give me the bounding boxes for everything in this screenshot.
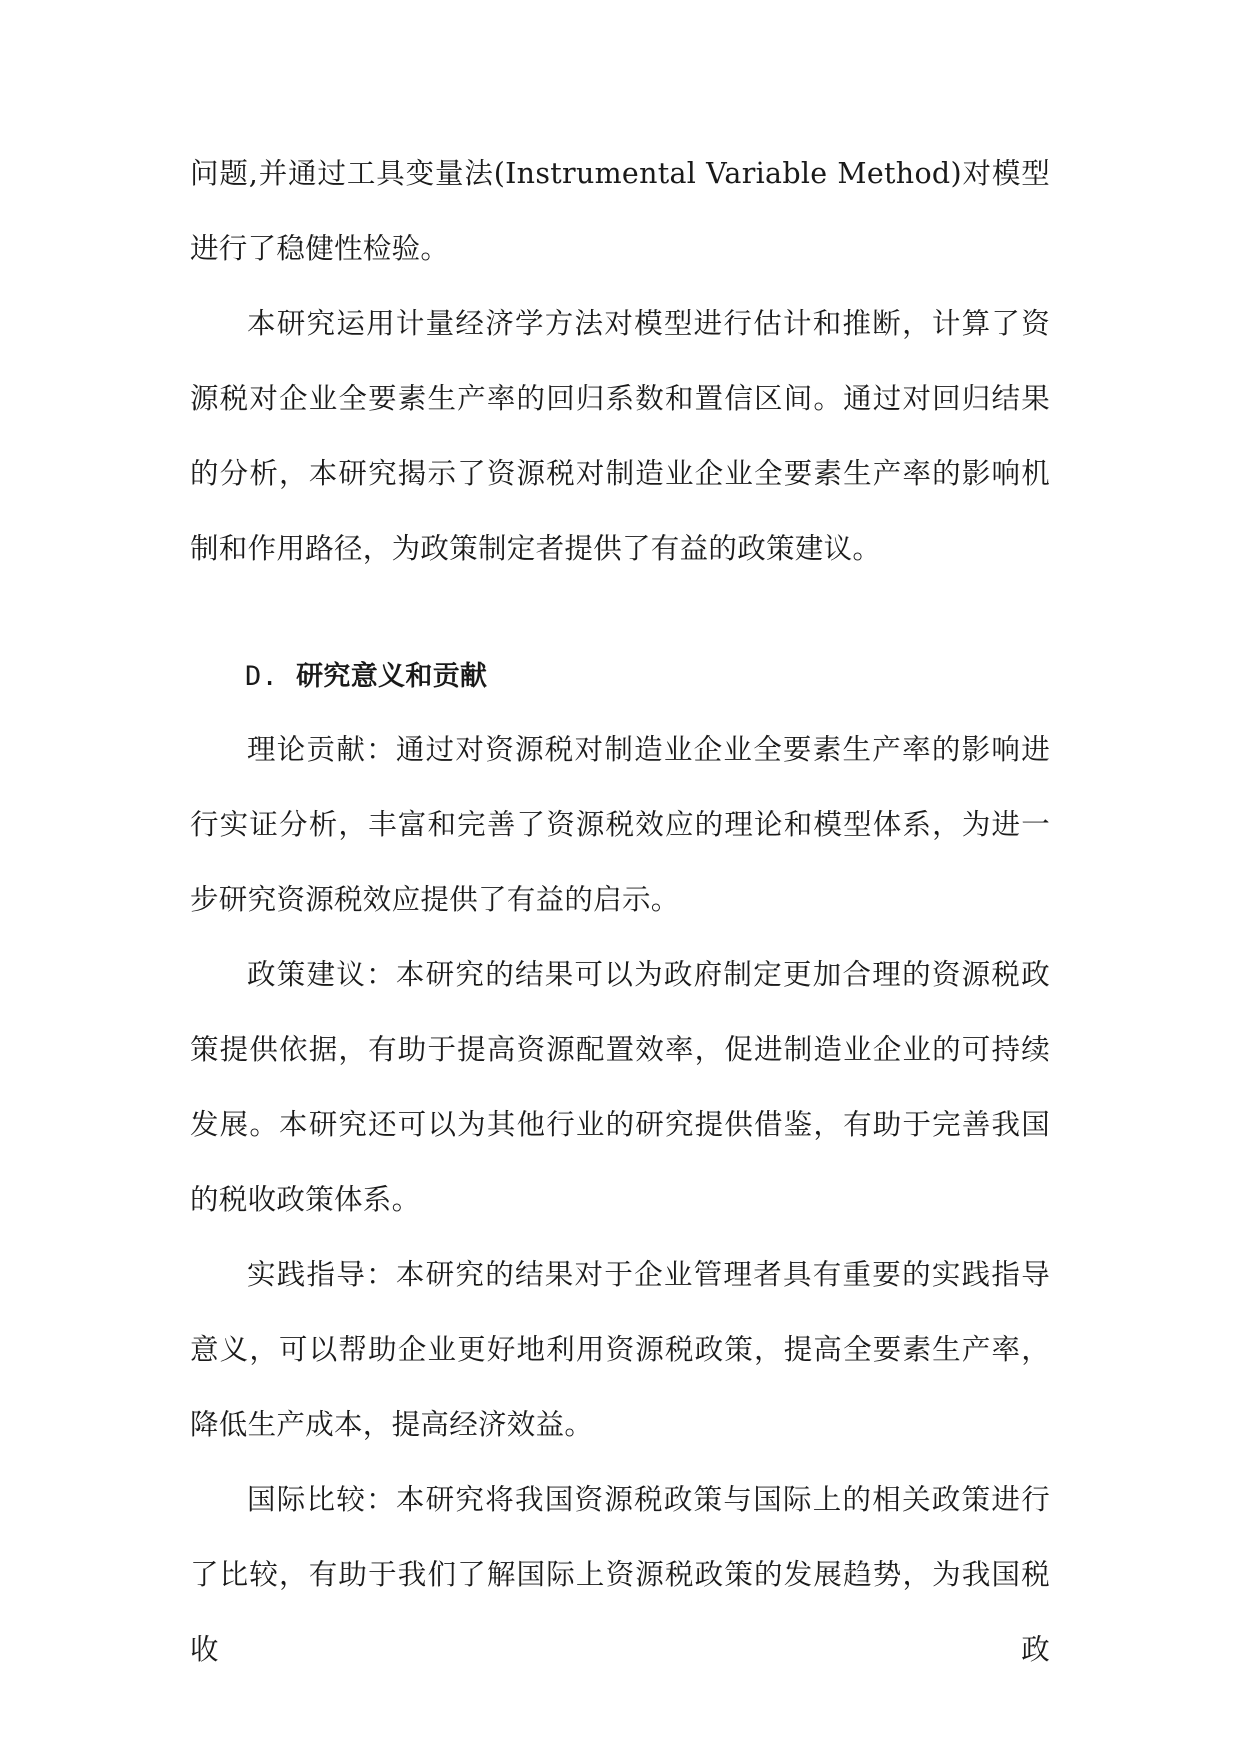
paragraph-policy-advice: 政策建议：本研究的结果可以为政府制定更加合理的资源税政策提供依据，有助于提高资源配置效率，促进制造业企业的可持续发展。本研究还可以为其他行业的研究提供借鉴，有助于完善我国的税收政策体系。 [190, 958, 1050, 1216]
page-body [190, 136, 1050, 1687]
section-number: D. [245, 661, 279, 692]
paragraph-international-comparison: 国际比较：本研究将我国资源税政策与国际上的相关政策进行了比较，有助于我们了解国际上资源税政策的发展趋势，为我国税收政 [190, 1483, 1050, 1666]
paragraph-practical-guidance: 实践指导：本研究的结果对于企业管理者具有重要的实践指导意义，可以帮助企业更好地利用资源税政策，提高全要素生产率，降低生产成本，提高经济效益。 [190, 1258, 1050, 1441]
paragraph-econometric-methods: 本研究运用计量经济学方法对模型进行估计和推断，计算了资源税对企业全要素生产率的回归系数和置信区间。通过对回归结果的分析，本研究揭示了资源税对制造业企业全要素生产率的影响机制和作用路径，为政策制定者提供了有益的政策建议。 [190, 307, 1050, 565]
paragraph-continuation: 问题,并通过工具变量法(Instrumental Variable Method)对模型进行了稳健性检验。 [190, 157, 1050, 265]
section-title: 研究意义和贡献 [296, 661, 488, 692]
section-heading [190, 642, 1050, 712]
paragraph-theoretical-contribution: 理论贡献：通过对资源税对制造业企业全要素生产率的影响进行实证分析，丰富和完善了资源税效应的理论和模型体系，为进一步研究资源税效应提供了有益的启示。 [190, 733, 1050, 916]
